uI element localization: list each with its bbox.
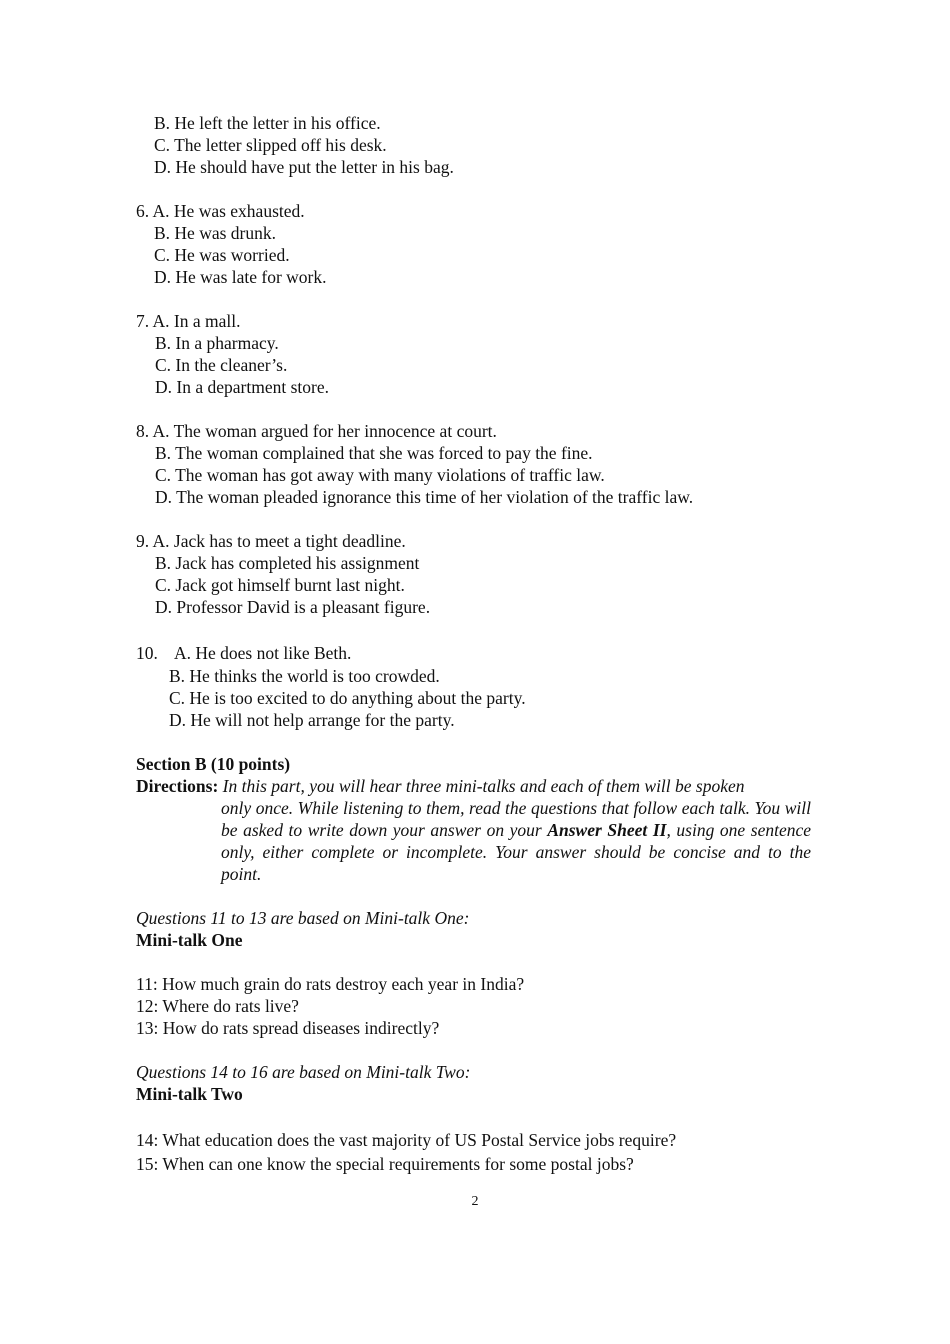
q5-option-d: D. He should have put the letter in his bag.	[154, 157, 454, 177]
q6-option-b: B. He was drunk.	[154, 223, 276, 243]
directions-line	[136, 775, 745, 797]
q6-option-d: D. He was late for work.	[154, 267, 327, 287]
q10-option-c: C. He is too excited to do anything about the party.	[169, 688, 526, 708]
question-14: 14: What education does the vast majority of US Postal Service jobs require?	[136, 1130, 677, 1150]
question-13: 13: How do rats spread diseases indirectly?	[136, 1018, 440, 1038]
directions-first-line: In this part, you will hear three mini-talks and each of them will be spoken	[222, 776, 745, 796]
talk1-title: Mini-talk One	[136, 930, 243, 950]
directions-label: Directions:	[136, 776, 219, 796]
talk2-intro: Questions 14 to 16 are based on Mini-talk Two:	[136, 1062, 471, 1082]
q6-option-a: 6. A. He was exhausted.	[136, 201, 305, 221]
q7-option-d: D. In a department store.	[155, 377, 329, 397]
q8-option-d: D. The woman pleaded ignorance this time of her violation of the traffic law.	[155, 487, 694, 507]
q7-option-a: 7. A. In a mall.	[136, 311, 241, 331]
q6-option-c: C. He was worried.	[154, 245, 290, 265]
question-12: 12: Where do rats live?	[136, 996, 299, 1016]
directions-text-2: , using one sentence only, either complete or incomplete. Your answer should be concise and to the point.	[221, 820, 812, 884]
q10-option-d: D. He will not help arrange for the party.	[169, 710, 455, 730]
talk2-title: Mini-talk Two	[136, 1084, 243, 1104]
q9-option-b: B. Jack has completed his assignment	[155, 553, 420, 573]
q9-option-a: 9. A. Jack has to meet a tight deadline.	[136, 531, 406, 551]
question-15: 15: When can one know the special requirements for some postal jobs?	[136, 1154, 634, 1174]
talk1-intro: Questions 11 to 13 are based on Mini-talk One:	[136, 908, 470, 928]
page-number: 2	[471, 1194, 479, 1209]
question-11: 11: How much grain do rats destroy each year in India?	[136, 974, 525, 994]
q8-option-a: 8. A. The woman argued for her innocence at court.	[136, 421, 497, 441]
q7-option-b: B. In a pharmacy.	[155, 333, 279, 353]
directions-body	[221, 797, 811, 885]
q5-option-c: C. The letter slipped off his desk.	[154, 135, 387, 155]
q5-option-b: B. He left the letter in his office.	[154, 113, 381, 133]
section-b-title: Section B (10 points)	[136, 754, 291, 774]
q10-number: 10.	[136, 643, 158, 663]
q8-option-c: C. The woman has got away with many violations of traffic law.	[155, 465, 605, 485]
q10-option-b: B. He thinks the world is too crowded.	[169, 666, 440, 686]
q7-option-c: C. In the cleaner’s.	[155, 355, 288, 375]
q9-option-c: C. Jack got himself burnt last night.	[155, 575, 405, 595]
q9-option-d: D. Professor David is a pleasant figure.	[155, 597, 431, 617]
q10-option-a: A. He does not like Beth.	[174, 643, 352, 663]
directions-text-1: only once. While listening to them, read the questions that follow each talk. You will be asked to write down your answer on your	[221, 798, 811, 840]
answer-sheet-ref: Answer Sheet II	[547, 820, 667, 840]
q8-option-b: B. The woman complained that she was forced to pay the fine.	[155, 443, 593, 463]
